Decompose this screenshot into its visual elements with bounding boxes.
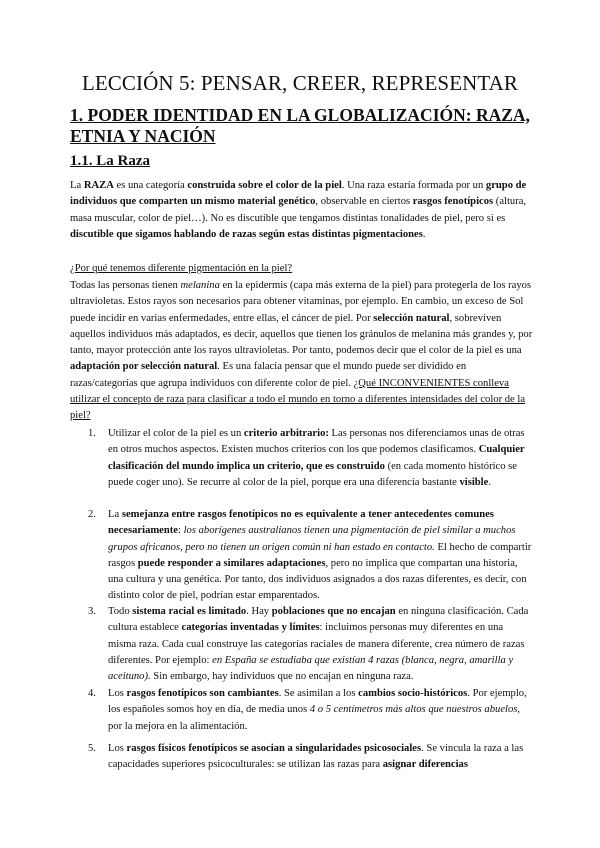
- text-segment: Cualquier clasificación del mundo implica un criterio, que es construido: [108, 444, 525, 472]
- text-segment: RAZA: [83, 180, 114, 191]
- list-item-number: 1.: [88, 428, 96, 439]
- text-segment: : incluimos personas muy diferentes en una misma raza. Cada cual construye las categorías raciales de manera diferente, crea número de razas diferentes. Por ejemplo:: [108, 622, 525, 666]
- text-segment: rasgos fenotípicos: [412, 196, 494, 208]
- text-segment: asignar diferencias: [382, 759, 468, 771]
- text-segment: .: [422, 228, 426, 240]
- text-segment: rasgos fenotípicos son cambiantes: [126, 688, 279, 699]
- text-segment: melanina: [180, 280, 220, 291]
- text-segment: en España se estudiaba que existían 4 razas (blanca, negra, amarilla y aceituno).: [108, 654, 514, 683]
- subsection-heading: 1.1. La Raza: [70, 153, 150, 169]
- text-segment: , por la mejora en la alimentación.: [108, 704, 521, 732]
- list-item-text: [108, 686, 532, 735]
- text-segment: .: [488, 476, 491, 488]
- text-segment: rasgos físicos fenotípicos se asocian a singularidades psicosociales: [126, 743, 422, 754]
- text-segment: La: [70, 180, 84, 191]
- list-item-text: [108, 604, 532, 685]
- list-item-text: [108, 507, 532, 605]
- text-segment: es una categoría: [113, 180, 188, 191]
- text-segment: semejanza entre rasgos fenotípicos no es equivalente a tener antecedentes comunes necesariamente: [108, 509, 494, 537]
- text-segment: :: [178, 525, 184, 537]
- list-item-text: [108, 426, 532, 491]
- text-segment: . Se vincula la raza a las capacidades superiores psicoculturales: se utilizan las razas para: [108, 743, 524, 771]
- section-heading: [70, 105, 540, 147]
- text-segment: en ninguna clasificación. Cada cultura establece: [108, 606, 529, 634]
- text-segment: El hecho de compartir rasgos: [108, 541, 532, 569]
- text-segment: La: [108, 509, 122, 520]
- text-segment: Todo: [108, 606, 133, 617]
- page-title: LECCIÓN 5: PENSAR, CREER, REPRESENTAR: [81, 71, 519, 95]
- text-segment: , observable en ciertos: [315, 196, 413, 208]
- text-segment: criterio arbitrario:: [243, 428, 329, 439]
- list-item-number: 4.: [88, 688, 96, 699]
- text-segment: (altura, masa muscular, color de piel…). No es discutible que tengamos distintas tonalidades de piel, pero sí es: [70, 196, 527, 224]
- intro-paragraph: [70, 178, 534, 243]
- text-segment: selección natural: [373, 312, 450, 324]
- text-segment: (en cada momento histórico se puede coger uno). Se recurre al color de la piel, porque era una diferencia bastante: [108, 460, 518, 488]
- text-segment: adaptación por selección natural: [70, 361, 218, 373]
- text-segment: . Hay: [246, 606, 272, 617]
- text-segment: discutible que sigamos hablando de razas según estas distintas pigmentaciones: [70, 228, 423, 240]
- list-item-number: 2.: [88, 509, 96, 520]
- text-segment: grupo de individuos que comparten un mismo material genético: [70, 180, 527, 208]
- text-segment: . Una raza estaría formada por un: [341, 180, 486, 191]
- melanin-paragraph: [70, 278, 534, 425]
- text-segment: Utilizar el color de la piel es un: [108, 428, 244, 439]
- text-segment: cambios socio-históricos: [358, 688, 468, 699]
- text-segment: Todas las personas tienen: [70, 280, 181, 291]
- text-segment: . Por ejemplo, los españoles somos hoy en día, de media unos: [108, 688, 527, 716]
- text-segment: sistema racial es limitado: [132, 606, 247, 617]
- list-item-number: 5.: [88, 743, 96, 754]
- text-segment: . Es una falacia pensar que el mundo puede ser dividido en razas/categorías que agrupa individuos con diferente color de piel.: [70, 361, 467, 389]
- text-segment: . Se asimilan a los: [278, 688, 359, 699]
- text-segment: Sin embargo, hay individuos que no encajan en ninguna raza.: [150, 671, 414, 683]
- question-paragraph: ¿Por qué tenemos diferente pigmentación en la piel?: [70, 263, 293, 274]
- text-segment: Las personas nos diferenciamos unas de otras en otros muchos aspectos. Existen muchos criterios con los que podemos clasificamos.: [108, 428, 525, 456]
- text-segment: Los: [108, 688, 127, 699]
- text-segment: categorías inventadas y límites: [181, 622, 320, 634]
- text-segment: ¿Qué INCONVENIENTES conlleva utilizar el concepto de raza para clasificar a todo el mundo en torno a diferentes intensidades del color de la piel?: [70, 377, 526, 422]
- text-segment: en la epidermis (capa más externa de la piel) para protegerla de los rayos ultravioletas. Estos rayos son necesarios para obtener vitaminas, por ejemplo. En cambio, un exceso de Sol puede incidir en varias enfermedades, entre ellas, el cáncer de piel. Por: [70, 280, 532, 324]
- text-segment: Los: [108, 743, 127, 754]
- text-segment: , pero no implica que compartan una historia, una cultura y una genética. Por tanto, dos individuos asignados a dos razas diferentes, es decir, con distinto color de piel, podrían estar emparentados.: [108, 557, 527, 602]
- text-segment: construida sobre el color de la piel: [187, 180, 342, 191]
- text-segment: los aborígenes australianos tienen una pigmentación de piel similar a muchos grupos africanos, pero no tienen un origen común ni han estado en contacto.: [108, 525, 516, 553]
- list-item-text: [108, 741, 532, 774]
- text-segment: poblaciones que no encajan: [271, 606, 396, 617]
- list-item-number: 3.: [88, 606, 96, 617]
- text-segment: visible: [459, 476, 489, 488]
- text-segment: 4 o 5 centímetros más altos que nuestros abuelos: [309, 704, 518, 716]
- section-heading-text: 1. PODER IDENTIDAD EN LA GLOBALIZACIÓN: RAZA, ETNIA Y NACIÓN: [70, 105, 530, 146]
- text-segment: puede responder a similares adaptaciones: [137, 557, 326, 569]
- text-segment: , sobreviven aquellos individuos más adaptados, es decir, aquellos que tienen los gránulos de melanina más grandes y, por tanto, mayor protección ante los rayos ultravioletas. Por tanto, podemos decir que el color de la piel es una: [70, 312, 533, 357]
